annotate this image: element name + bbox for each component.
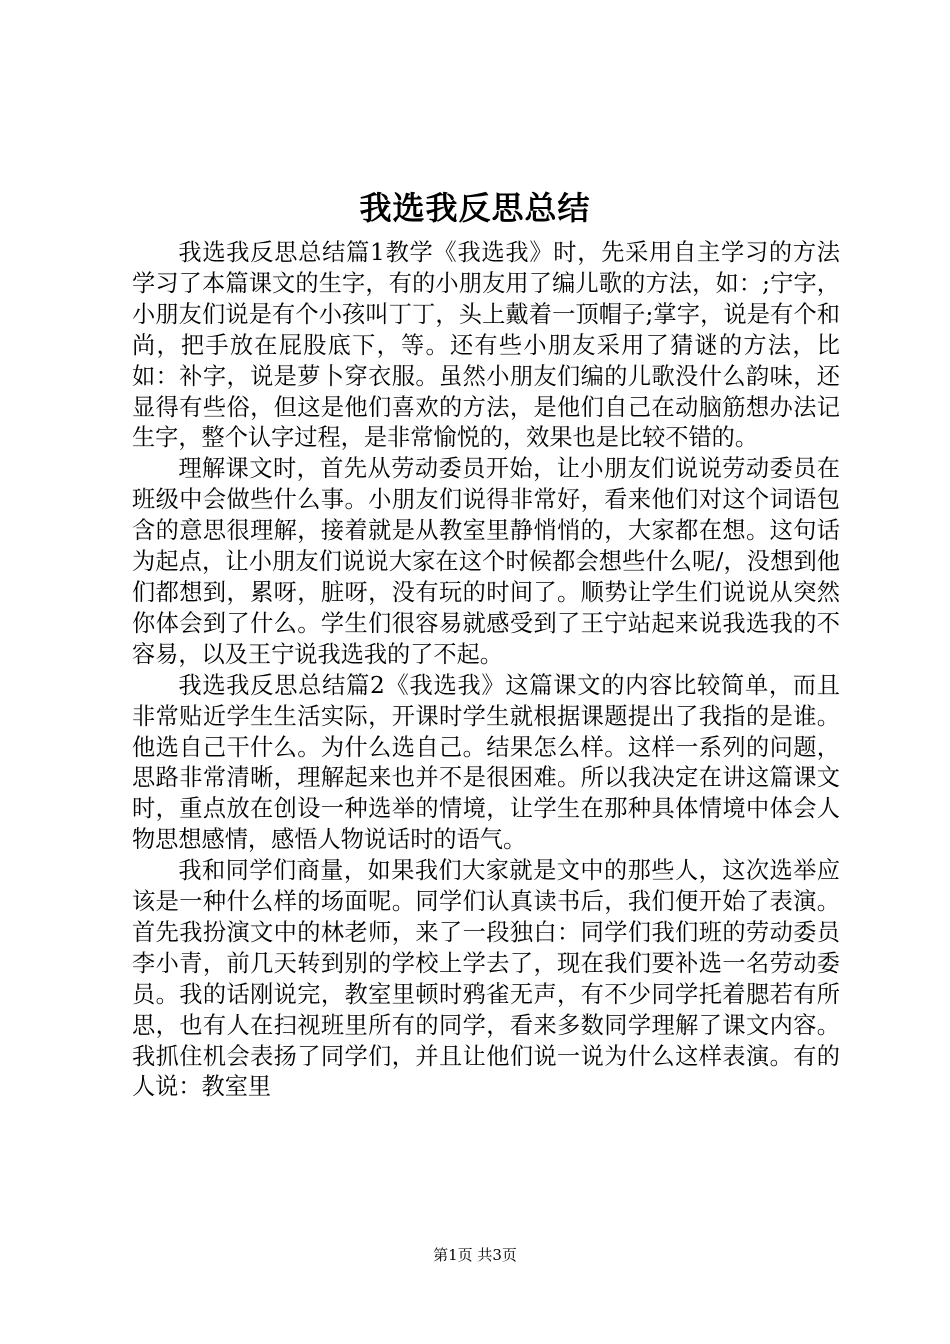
document-title: 我选我反思总结 [359,189,591,227]
paragraph-3: 我选我反思总结篇2《我选我》这篇课文的内容比较简单，而且非常贴近学生生活实际，开课时学生就根据课题提出了我指的是谁。他选自己干什么。为什么选自己。结果怎么样。这样一系列的问题，思路非常清晰，理解起来也并不是很困难。所以我决定在讲这篇课文时，重点放在创设一种选举的情境，让学生在那种具体情境中体会人物思想感情，感悟人物说话时的语气。 [132,671,840,854]
paragraph-4: 我和同学们商量，如果我们大家就是文中的那些人，这次选举应该是一种什么样的场面呢。同学们认真读书后，我们便开始了表演。首先我扮演文中的林老师，来了一段独白：同学们我们班的劳动委员李小青，前几天转到别的学校上学去了，现在我们要补选一名劳动委员。我的话刚说完，教室里顿时鸦雀无声，有不少同学托着腮若有所思，也有人在扫视班里所有的同学，看来多数同学理解了课文内容。我抓住机会表扬了同学们，并且让他们说一说为什么这样表演。有的人说：教室里 [132,857,840,1101]
paragraph-2: 理解课文时，首先从劳动委员开始，让小朋友们说说劳动委员在班级中会做些什么事。小朋友们说得非常好，看来他们对这个词语包含的意思很理解，接着就是从教室里静悄悄的，大家都在想。这句话为起点，让小朋友们说说大家在这个时候都会想些什么呢/，没想到他们都想到，累呀，脏呀，没有玩的时间了。顺势让学生们说说从突然你体会到了什么。学生们很容易就感受到了王宁站起来说我选我的不容易，以及王宁说我选我的了不起。 [132,455,840,668]
page-number-footer: 第1页 共3页 [433,1246,517,1264]
document-body [132,238,840,1103]
paragraph-1: 我选我反思总结篇1教学《我选我》时，先采用自主学习的方法学习了本篇课文的生字，有的小朋友用了编儿歌的方法，如：;宁字，小朋友们说是有个小孩叫丁丁，头上戴着一顶帽子;掌字，说是有个和尚，把手放在屁股底下，等。还有些小朋友采用了猜谜的方法，比如：补字，说是萝卜穿衣服。虽然小朋友们编的儿歌没什么韵味，还显得有些俗，但这是他们喜欢的方法，是他们自己在动脑筋想办法记生字，整个认字过程，是非常愉悦的，效果也是比较不错的。 [132,239,840,452]
